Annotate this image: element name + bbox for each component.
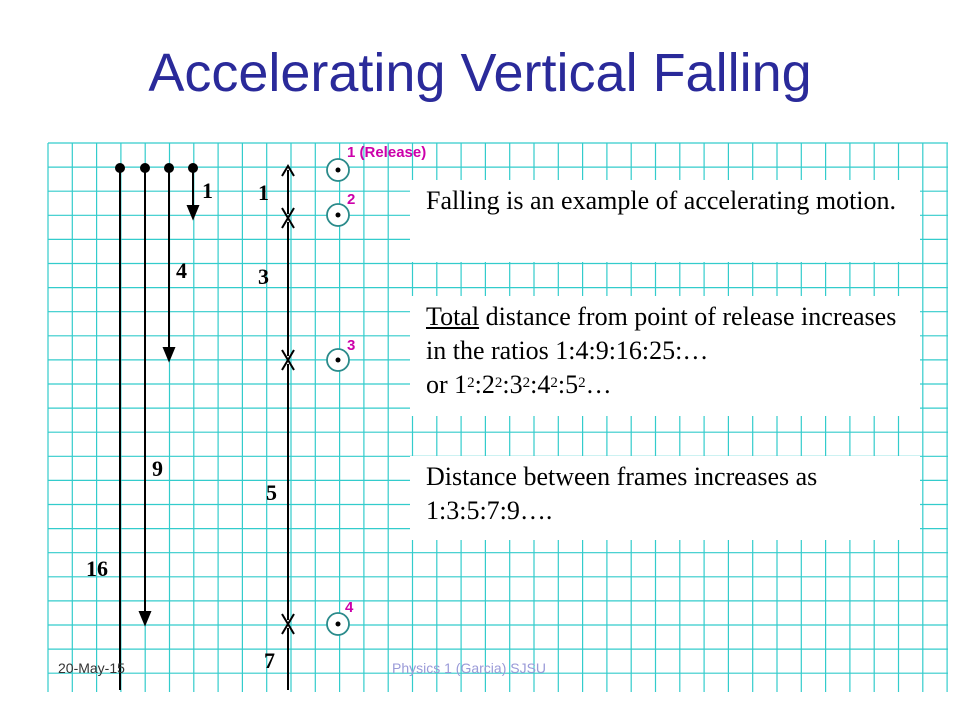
footer-date: 20-May-15 (58, 660, 125, 676)
footer-course: Physics 1 (Garcia) SJSU (392, 660, 547, 676)
cumulative-label-1: 1 (202, 178, 213, 203)
frame-ball-3 (327, 349, 349, 371)
accelerating-motion-text-box (410, 180, 920, 262)
arrowhead-4 (164, 348, 174, 360)
arrowhead-1 (188, 206, 198, 218)
interval-label-3: 3 (258, 264, 269, 289)
frame-label-4: 4 (345, 599, 354, 616)
interval-arrows (282, 166, 294, 690)
cumulative-label-16: 16 (86, 556, 108, 581)
cumulative-label-9: 9 (152, 456, 163, 481)
frame-ball-1 (327, 159, 349, 181)
frame-ball-4 (327, 613, 349, 635)
frame-label-3: 3 (347, 337, 356, 354)
frame-label-release: 1 (Release) (347, 144, 427, 161)
total-distance-text: distance from point of release increases in the ratios 1:4:9:16:25:… (426, 302, 897, 365)
total-underlined-word: Total (426, 302, 480, 331)
squares-expression: $1^2:2^2:3^2:4^2:5^2\dots$ (454, 370, 612, 399)
interval-arrow-5 (282, 360, 294, 624)
frame-distance-text-box (410, 456, 920, 540)
arrowhead-9 (140, 612, 150, 624)
falling-frames (327, 159, 349, 635)
interval-label-7: 7 (264, 648, 275, 673)
total-distance-text-box (410, 296, 920, 416)
squares-prefix: or (426, 370, 455, 399)
frame-ball-2 (327, 204, 349, 226)
accelerating-motion-text: Falling is an example of accelerating motion. (426, 186, 897, 215)
interval-label-5: 5 (266, 480, 277, 505)
slide-title: Accelerating Vertical Falling (148, 43, 812, 103)
frame-label-2: 2 (347, 191, 356, 208)
interval-arrow-7 (282, 624, 294, 690)
interval-arrow-1 (282, 166, 294, 218)
cumulative-lines (116, 164, 198, 690)
interval-label-1: 1 (258, 180, 269, 205)
cumulative-label-4: 4 (176, 258, 187, 283)
frame-distance-text: Distance between frames increases as 1:3:5:7:9…. (426, 462, 818, 525)
